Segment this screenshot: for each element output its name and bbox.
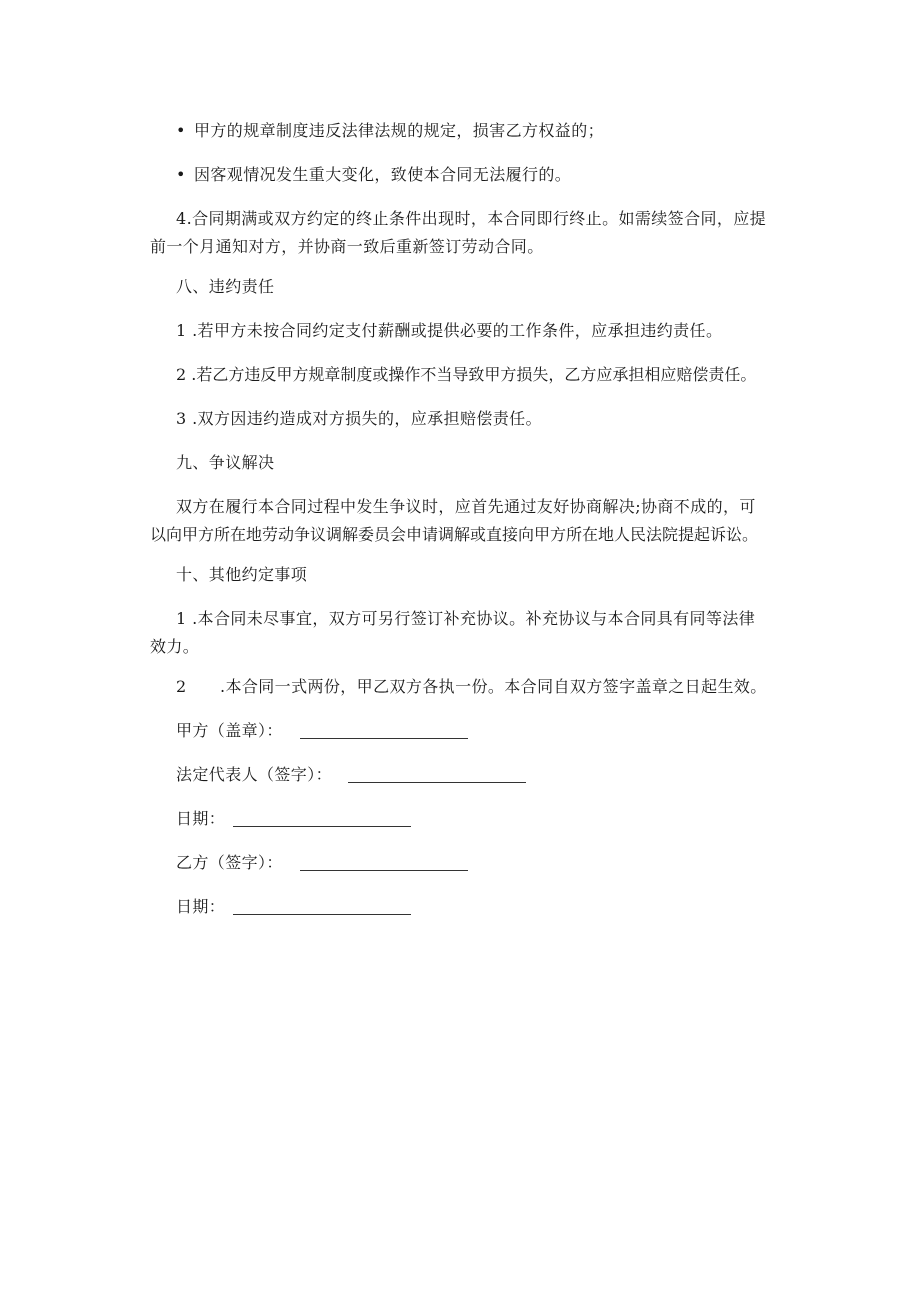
section-9-line-2: 以向甲方所在地劳动争议调解委员会申请调解或直接向甲方所在地人民法院提起诉讼。	[150, 525, 759, 544]
section-8-item-1: 1 .若甲方未按合同约定支付薪酬或提供必要的工作条件，应承担违约责任。	[176, 321, 723, 340]
date-1-label: 日期：	[176, 809, 226, 828]
section-8-heading: 八、违约责任	[176, 277, 275, 296]
section-10-item-2-number: 2	[176, 677, 187, 696]
party-a-signature-line[interactable]	[300, 738, 468, 739]
date-1-line[interactable]	[233, 826, 411, 827]
bullet-item: 甲方的规章制度违反法律法规的规定，损害乙方权益的；	[194, 121, 605, 140]
section-9-line-1: 双方在履行本合同过程中发生争议时，应首先通过友好协商解决;协商不成的，可	[176, 497, 756, 516]
party-a-label: 甲方（盖章）：	[176, 721, 283, 740]
party-b-signature-line[interactable]	[300, 870, 468, 871]
section-10-item-2-text: .本合同一式两份，甲乙双方各执一份。本合同自双方签字盖章之日起生效。	[220, 677, 767, 696]
section-8-item-2: 2 .若乙方违反甲方规章制度或操作不当导致甲方损失，乙方应承担相应赔偿责任。	[176, 365, 757, 384]
section-10-item-1-line-1: 1 .本合同未尽事宜，双方可另行签订补充协议。补充协议与本合同具有同等法律	[176, 609, 756, 628]
date-2-label: 日期：	[176, 897, 226, 916]
bullet-item: 因客观情况发生重大变化，致使本合同无法履行的。	[194, 165, 572, 184]
legal-rep-label: 法定代表人（签字）：	[176, 765, 333, 784]
bullet-marker: •	[176, 165, 186, 184]
clause-4-line-2: 前一个月通知对方，并协商一致后重新签订劳动合同。	[150, 237, 544, 256]
legal-rep-signature-line[interactable]	[348, 782, 526, 783]
party-b-label: 乙方（签字）：	[176, 853, 283, 872]
section-8-item-3: 3 .双方因违约造成对方损失的，应承担赔偿责任。	[176, 409, 542, 428]
bullet-marker: •	[176, 121, 186, 140]
clause-4-line-1: 4.合同期满或双方约定的终止条件出现时，本合同即行终止。如需续签合同，应提	[176, 209, 767, 228]
section-10-heading: 十、其他约定事项	[176, 565, 308, 584]
section-9-heading: 九、争议解决	[176, 453, 275, 472]
section-10-item-1-line-2: 效力。	[150, 637, 200, 656]
date-2-line[interactable]	[233, 914, 411, 915]
